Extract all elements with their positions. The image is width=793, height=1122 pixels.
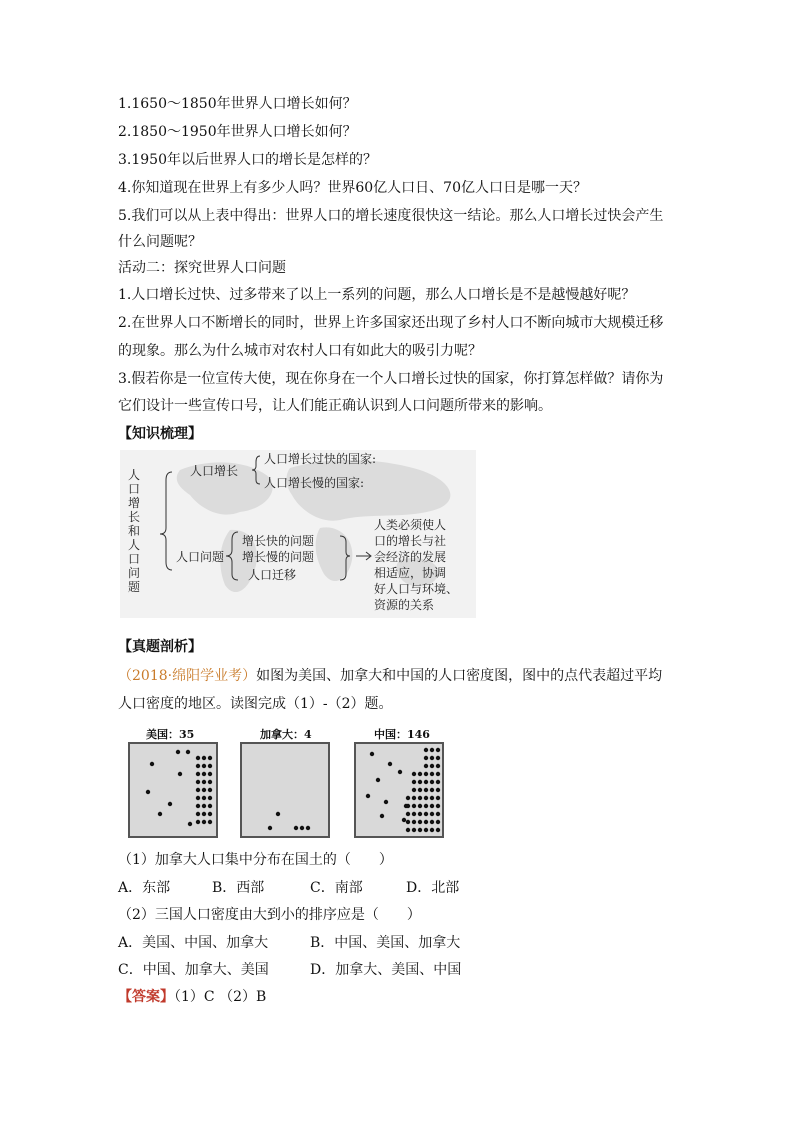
density-dot (424, 812, 428, 816)
density-dot (406, 804, 410, 808)
exam-intro (118, 666, 662, 686)
q1-option-b: B．西部 (212, 880, 265, 896)
root-char: 口 (128, 552, 141, 566)
density-dot (436, 756, 440, 760)
density-dot (202, 820, 206, 824)
question-3: 3.1950年以后世界人口的增长是怎样的？ (118, 152, 377, 168)
density-dot (424, 796, 428, 800)
density-dot (424, 828, 428, 832)
density-dot (202, 772, 206, 776)
density-dot (412, 828, 416, 832)
density-dot (158, 812, 162, 816)
density-dot (202, 756, 206, 760)
density-dot (412, 804, 416, 808)
density-dot (424, 788, 428, 792)
density-dot (436, 796, 440, 800)
density-dot (208, 756, 212, 760)
exam-heading: 【真题剖析】 (118, 639, 202, 655)
density-dot (388, 762, 392, 766)
density-dot (406, 812, 410, 816)
activity2-item-3: 3.假若你是一位宣传大使，现在你身在一个人口增长过快的国家，你打算怎样做？请你为 (118, 371, 664, 387)
density-dot (418, 820, 422, 824)
density-dot (436, 780, 440, 784)
question-5: 5.我们可以从上表中得出：世界人口的增长速度很快这一结论。那么人口增长过快会产生 (118, 208, 664, 224)
growth-item-fast: 人口增长过快的国家: (264, 452, 377, 466)
density-dot (424, 804, 428, 808)
density-dot (196, 764, 200, 768)
density-dot (208, 788, 212, 792)
density-dot (196, 796, 200, 800)
density-dot (436, 820, 440, 824)
activity2-item-3-cont: 它们设计一些宣传口号，让人们能正确认识到人口问题所带来的影响。 (118, 398, 552, 414)
density-dot (430, 812, 434, 816)
density-dot (380, 814, 384, 818)
density-dot (430, 804, 434, 808)
density-dot (208, 780, 212, 784)
density-dot (268, 826, 272, 830)
density-dot (188, 822, 192, 826)
density-dot (402, 818, 406, 822)
density-dot (376, 778, 380, 782)
exam-intro-text: 如图为美国、加拿大和中国的人口密度图，图中的点代表超过平均 (256, 668, 663, 684)
q2-option-b: B．中国、美国、加拿大 (310, 935, 461, 951)
panel-label-china: 中国：146 (374, 728, 430, 741)
density-dot (276, 812, 280, 816)
root-char: 题 (128, 580, 141, 594)
density-dot (196, 788, 200, 792)
density-panel-usa (128, 742, 218, 838)
root-char: 和 (128, 524, 141, 538)
exam-intro-cont: 人口密度的地区。读图完成（1）-（2）题。 (118, 696, 393, 712)
density-dot (412, 780, 416, 784)
density-dot (424, 772, 428, 776)
activity2-title: 活动二：探究世界人口问题 (118, 260, 286, 276)
q1-option-a: A．东部 (118, 880, 171, 896)
density-dot (208, 764, 212, 768)
activity2-item-2: 2.在世界人口不断增长的同时，世界上许多国家还出现了乡村人口不断向城市大规模迁移 (118, 315, 664, 331)
density-dot (294, 826, 298, 830)
density-dot (418, 796, 422, 800)
q2-option-d: D．加拿大、美国、中国 (310, 962, 462, 978)
conclusion-line-5: 好人口与环境、 (374, 582, 459, 596)
density-dot (412, 796, 416, 800)
density-dot (412, 820, 416, 824)
density-dot (208, 820, 212, 824)
root-char: 问 (128, 566, 141, 580)
exam-source: （2018·绵阳学业考） (118, 668, 257, 684)
density-dot (208, 772, 212, 776)
conclusion-line-4: 相适应，协调 (374, 566, 447, 580)
density-dot (186, 750, 190, 754)
answer-label: 【答案】 (118, 989, 174, 1005)
root-char: 增 (128, 496, 141, 510)
density-dot (418, 812, 422, 816)
answer-text: （1）C （2）B (174, 989, 267, 1005)
density-dot (384, 800, 388, 804)
question-2: 2.1850～1950年世界人口增长如何？ (118, 124, 357, 140)
density-dot (398, 770, 402, 774)
q1-option-d: D．北部 (406, 880, 460, 896)
root-char: 人 (128, 468, 141, 482)
density-dot (430, 756, 434, 760)
density-dot (202, 788, 206, 792)
knowledge-diagram (120, 450, 476, 618)
density-dot (208, 812, 212, 816)
conclusion-line-2: 口的增长与社 (374, 534, 447, 548)
density-dot (436, 828, 440, 832)
density-dot (366, 794, 370, 798)
density-dot (436, 772, 440, 776)
panel-label-canada: 加拿大：4 (260, 728, 312, 741)
root-char: 长 (128, 510, 141, 524)
density-dot (196, 780, 200, 784)
activity2-item-2-cont: 的现象。那么为什么城市对农村人口有如此大的吸引力呢？ (118, 343, 482, 359)
density-dot (176, 750, 180, 754)
root-char: 口 (128, 482, 141, 496)
q1-stem: （1）加拿大人口集中分布在国土的（ ） (118, 852, 393, 868)
density-dot (202, 780, 206, 784)
density-dot (412, 772, 416, 776)
density-dot (418, 788, 422, 792)
density-dot (436, 788, 440, 792)
density-dot (430, 748, 434, 752)
density-dot (436, 764, 440, 768)
density-dot (424, 756, 428, 760)
root-char: 人 (128, 538, 141, 552)
density-dot (430, 820, 434, 824)
density-dot (424, 820, 428, 824)
density-dot (202, 796, 206, 800)
density-dot (406, 828, 410, 832)
conclusion-line-1: 人类必须使人 (374, 518, 447, 532)
density-dot (196, 804, 200, 808)
question-5-cont: 什么问题呢？ (118, 234, 202, 250)
density-dot (418, 804, 422, 808)
density-dot (436, 748, 440, 752)
density-dot (406, 820, 410, 824)
density-figure (120, 726, 450, 844)
density-dot (412, 812, 416, 816)
q2-option-a: A．美国、中国、加拿大 (118, 935, 269, 951)
density-dot (202, 804, 206, 808)
branch-growth: 人口增长 (190, 464, 239, 478)
density-dot (430, 796, 434, 800)
answer-line (118, 987, 266, 1007)
density-dot (430, 788, 434, 792)
conclusion-line-6: 资源的关系 (374, 598, 435, 612)
q2-stem: （2）三国人口密度由大到小的排序应是（ ） (118, 907, 421, 923)
dots-china (356, 744, 442, 836)
dots-canada (242, 744, 328, 836)
density-dot (424, 780, 428, 784)
density-dot (196, 756, 200, 760)
density-dot (430, 764, 434, 768)
density-dot (418, 772, 422, 776)
density-dot (412, 788, 416, 792)
dots-usa (130, 744, 216, 836)
density-dot (430, 780, 434, 784)
density-dot (430, 772, 434, 776)
density-dot (202, 812, 206, 816)
problem-item-migration: 人口迁移 (248, 568, 297, 582)
q2-option-c: C．中国、加拿大、美国 (118, 962, 269, 978)
density-dot (196, 820, 200, 824)
density-panel-china (354, 742, 444, 838)
question-4: 4.你知道现在世界上有多少人吗？世界60亿人口日、70亿人口日是哪一天？ (118, 180, 587, 196)
knowledge-heading: 【知识梳理】 (118, 426, 202, 442)
problem-item-fast: 增长快的问题 (242, 534, 315, 548)
density-dot (406, 796, 410, 800)
density-dot (178, 772, 182, 776)
density-dot (196, 772, 200, 776)
density-dot (196, 812, 200, 816)
density-dot (430, 828, 434, 832)
density-dot (202, 764, 206, 768)
density-dot (418, 828, 422, 832)
panel-label-usa: 美国：35 (146, 728, 195, 741)
q1-option-c: C．南部 (310, 880, 363, 896)
density-dot (418, 780, 422, 784)
density-dot (370, 752, 374, 756)
density-dot (424, 748, 428, 752)
density-dot (168, 802, 172, 806)
density-panel-canada (240, 742, 330, 838)
density-dot (306, 826, 310, 830)
density-dot (436, 804, 440, 808)
density-dot (150, 762, 154, 766)
growth-item-slow: 人口增长慢的国家: (264, 476, 365, 490)
branch-problem: 人口问题 (176, 550, 225, 564)
density-dot (436, 812, 440, 816)
density-dot (208, 796, 212, 800)
density-dot (424, 764, 428, 768)
density-dot (146, 790, 150, 794)
problem-item-slow: 增长慢的问题 (242, 550, 315, 564)
question-1: 1.1650～1850年世界人口增长如何？ (118, 96, 357, 112)
density-dot (208, 804, 212, 808)
density-dot (300, 826, 304, 830)
activity2-item-1: 1.人口增长过快、过多带来了以上一系列的问题，那么人口增长是不是越慢越好呢？ (118, 287, 636, 303)
conclusion-line-3: 会经济的发展 (374, 550, 447, 564)
